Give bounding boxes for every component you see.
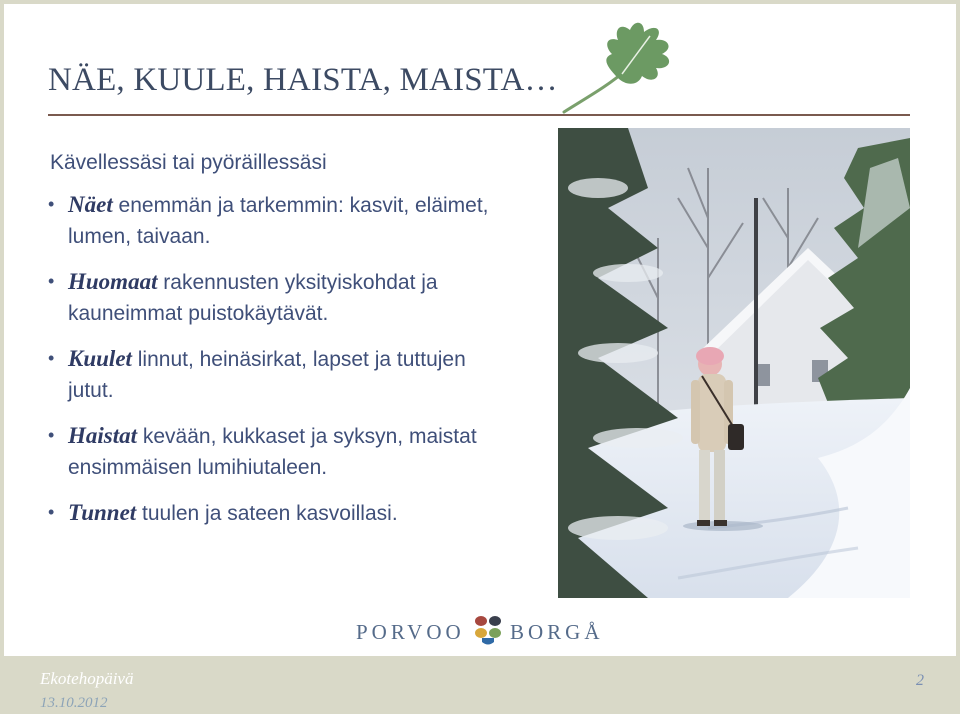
bullet-keyword: Tunnet <box>68 500 137 525</box>
bullet-item <box>44 189 514 252</box>
footer-date: 13.10.2012 <box>40 695 108 711</box>
footer-event <box>40 668 133 714</box>
bullet-item <box>44 420 514 483</box>
winter-walk-photo <box>558 128 910 598</box>
bullet-text: kevään, kukkaset ja syksyn, maistat ensimmäisen lumihiutaleen. <box>68 425 477 479</box>
slide-title: NÄE, KUULE, HAISTA, MAISTA… <box>48 62 558 98</box>
title-divider <box>48 114 910 116</box>
bullet-text: tuulen ja sateen kasvoillasi. <box>136 502 398 525</box>
intro-text: Kävellessäsi tai pyöräillessäsi <box>50 151 327 174</box>
bullet-icon: • <box>48 194 55 214</box>
bullet-text: enemmän ja tarkemmin: kasvit, eläimet, lumen, taivaan. <box>68 194 489 248</box>
bullet-item <box>44 266 514 329</box>
bullet-keyword: Haistat <box>68 423 138 448</box>
bullet-icon: • <box>48 502 55 522</box>
bullet-keyword: Kuulet <box>68 346 132 371</box>
logo-text-porvoo: PORVOO <box>356 620 465 644</box>
slide <box>4 4 956 656</box>
bullet-keyword: Näet <box>68 192 113 217</box>
bullet-icon: • <box>48 348 55 368</box>
bullet-item <box>44 343 514 406</box>
bullet-icon: • <box>48 271 55 291</box>
page-number: 2 <box>916 672 924 689</box>
bullet-item <box>44 497 514 529</box>
bullet-list <box>44 189 514 543</box>
bullet-keyword: Huomaat <box>68 269 158 294</box>
bullet-icon: • <box>48 425 55 445</box>
porvoo-borga-logo <box>356 610 616 646</box>
city-emblem-icon <box>472 612 504 646</box>
oak-leaf-icon <box>556 14 686 124</box>
bullet-text: rakennusten yksityiskohdat ja kauneimmat puistokäytävät. <box>68 271 438 325</box>
logo-text-borga: BORGÅ <box>510 620 604 644</box>
bullet-text: linnut, heinäsirkat, lapset ja tuttujen jutut. <box>68 348 466 402</box>
footer-event-name: Ekotehopäivä <box>40 669 134 688</box>
